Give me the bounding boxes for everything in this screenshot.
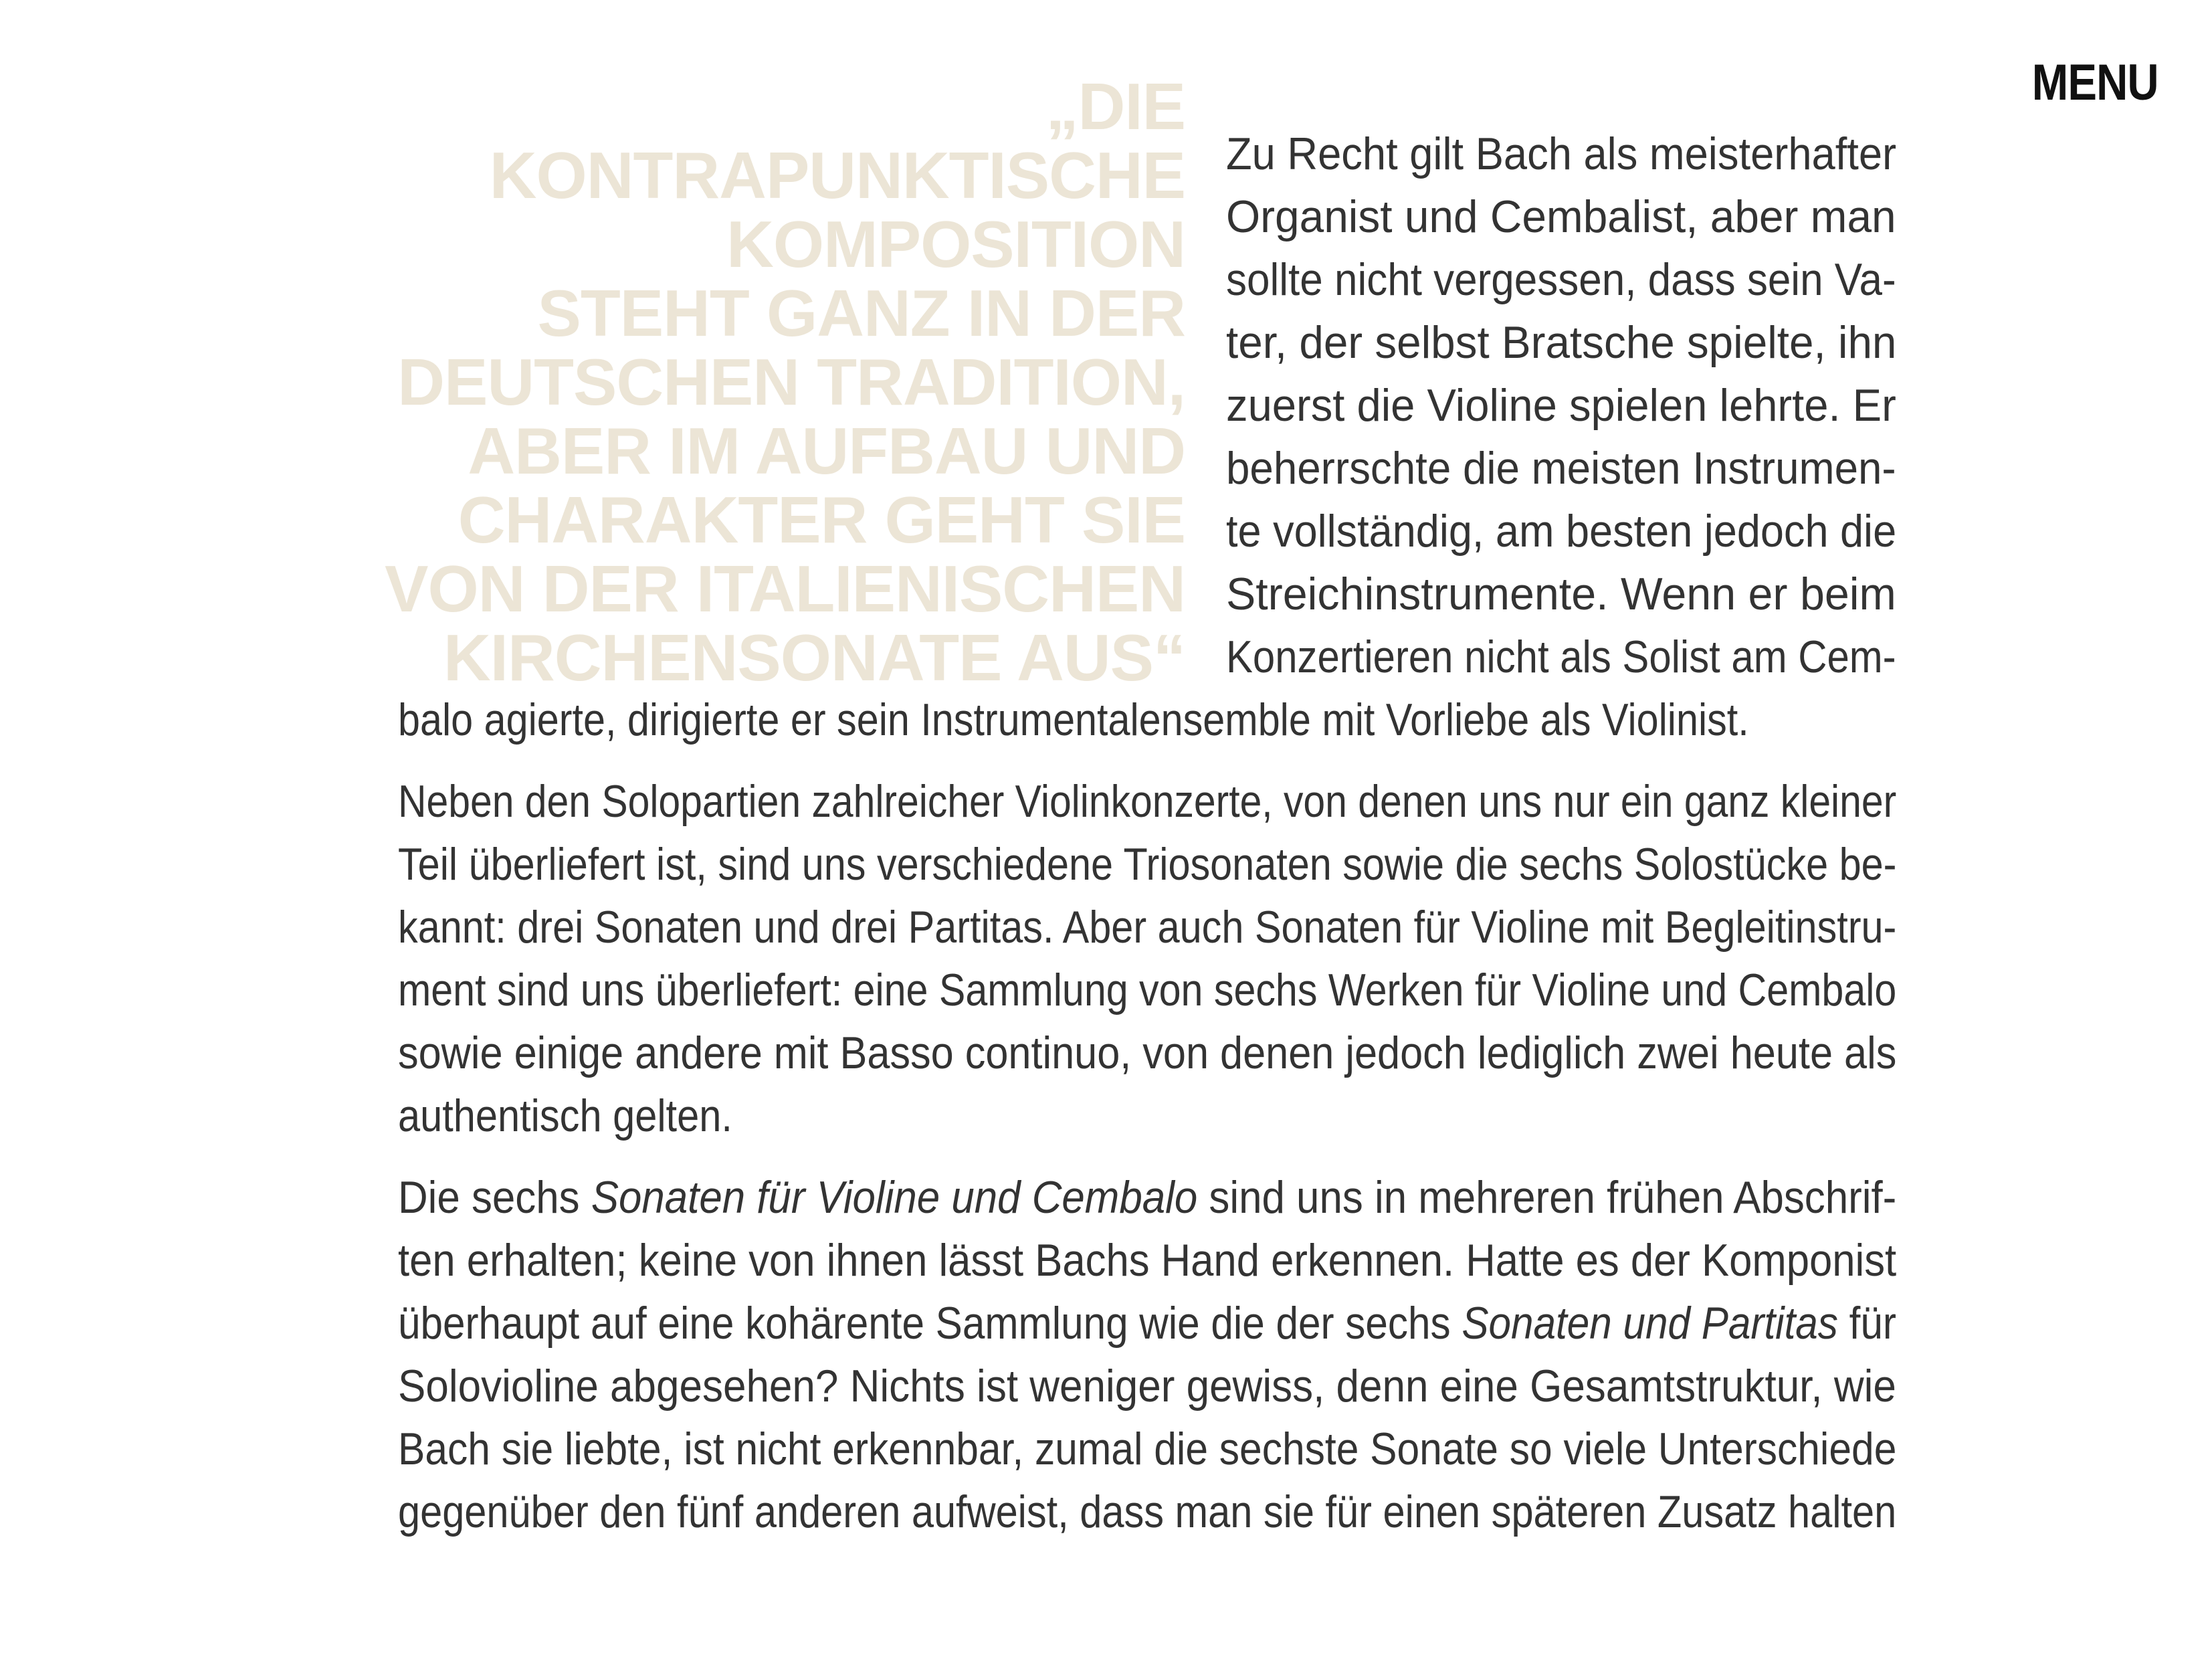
pull-quote-line: CHARAKTER GEHT SIE xyxy=(458,483,1185,557)
text-run: Die sechs xyxy=(398,1172,591,1223)
pull-quote-line: DEUTSCHEN TRADITION, xyxy=(397,345,1185,419)
pull-quote-line: ABER IM AUFBAU UND xyxy=(468,414,1185,488)
text-line: Solovioline abgesehen? Nichts ist weniger gewiss, denn eine Gesamtstruktur, wie xyxy=(398,1361,1896,1411)
text-line: Streichinstrumente. Wenn er beim xyxy=(1226,569,1896,619)
text-line: Neben den Solopartien zahlreicher Violinkonzerte, von denen uns nur ein ganz kleiner xyxy=(398,776,1897,827)
text-line: Teil überliefert ist, sind uns verschiedene Triosonaten sowie die sechs Solostücke be- xyxy=(398,839,1897,890)
text-line: authentisch gelten. xyxy=(398,1090,732,1141)
pull-quote-line: KONTRAPUNKTISCHE xyxy=(489,138,1185,212)
text-line: Konzertieren nicht als Solist am Cem- xyxy=(1226,631,1896,682)
pull-quote-line: VON DER ITALIENISCHEN xyxy=(385,552,1185,625)
text-run: überhaupt auf eine kohärente Sammlung wie die der sechs xyxy=(398,1298,1462,1349)
text-line: te vollständig, am besten jedoch die xyxy=(1226,506,1897,557)
text-line: ment sind uns überliefert: eine Sammlung von sechs Werken für Violine und Cembalo xyxy=(398,965,1897,1015)
text-line: ter, der selbst Bratsche spielte, ihn xyxy=(1226,317,1897,368)
text-line: beherrschte die meisten Instrumen- xyxy=(1226,443,1896,494)
text-line: Organist und Cembalist, aber man xyxy=(1226,191,1896,242)
text-line: Bach sie liebte, ist nicht erkennbar, zumal die sechste Sonate so viele Unterschiede xyxy=(398,1424,1897,1474)
text-line: sollte nicht vergessen, dass sein Va- xyxy=(1226,254,1896,305)
text-line xyxy=(398,1296,1896,1350)
text-run: für xyxy=(1837,1298,1896,1349)
text-line: zuerst die Violine spielen lehrte. Er xyxy=(1226,380,1896,431)
text-line xyxy=(398,1171,1896,1224)
work-title: Sonaten für Violine und Cembalo xyxy=(591,1172,1198,1223)
work-title: Sonaten und Partitas xyxy=(1462,1298,1838,1349)
pull-quote-line: KOMPOSITION xyxy=(726,207,1185,281)
text-line: ten erhalten; keine von ihnen lässt Bachs Hand erkennen. Hatte es der Komponist xyxy=(398,1235,1897,1286)
text-line: gegenüber den fünf anderen aufweist, dass man sie für einen späteren Zusatz halten xyxy=(398,1486,1897,1537)
pull-quote-line: KIRCHENSONATE AUS“ xyxy=(443,621,1185,694)
text-line: Zu Recht gilt Bach als meisterhafter xyxy=(1226,128,1897,179)
pull-quote-line: „DIE xyxy=(1045,70,1185,143)
menu-button[interactable]: MENU xyxy=(2031,54,2158,111)
text-line: kannt: drei Sonaten und drei Partitas. Aber auch Sonaten für Violine mit Begleitinstru- xyxy=(398,902,1897,953)
pull-quote-line: STEHT GANZ IN DER xyxy=(537,276,1185,350)
text-run: sind uns in mehreren frühen Abschrif- xyxy=(1197,1172,1897,1223)
text-line: sowie einige andere mit Basso continuo, von denen jedoch lediglich zwei heute als xyxy=(398,1028,1897,1078)
text-line: balo agierte, dirigierte er sein Instrumentalensemble mit Vorliebe als Violinist. xyxy=(398,694,1749,745)
